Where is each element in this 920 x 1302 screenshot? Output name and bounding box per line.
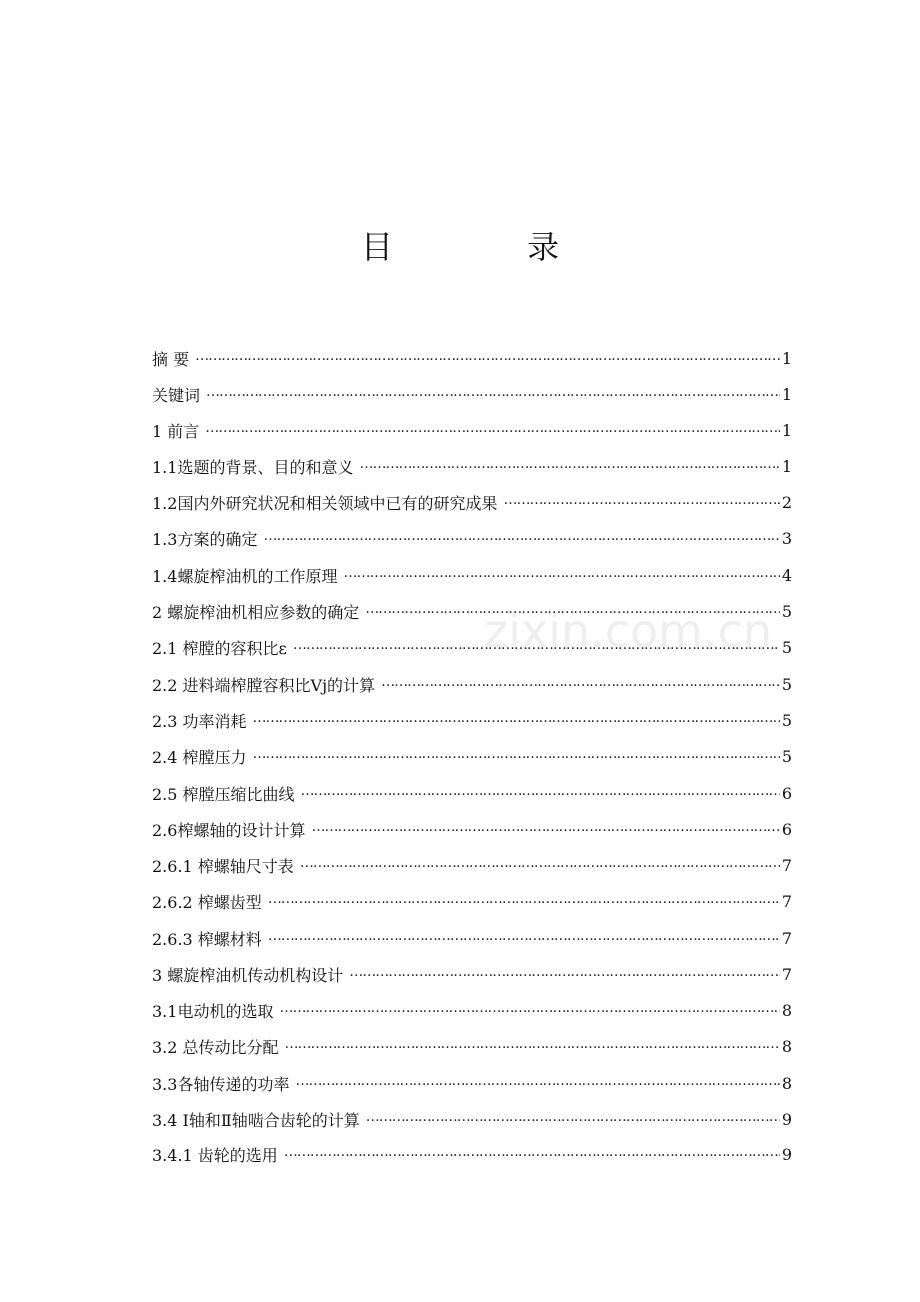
toc-leader-dots [268, 926, 780, 950]
toc-entry-page: 9 [781, 1109, 792, 1129]
toc-entry[interactable] [152, 526, 792, 550]
toc-entry-label: 3.3各轴传递的功率 [152, 1074, 290, 1094]
toc-entry-label: 1.2国内外研究状况和相关领域中已有的研究成果 [152, 493, 498, 513]
toc-leader-dots [366, 1107, 780, 1131]
page-title: 目 录 [360, 228, 622, 266]
toc-leader-dots [343, 563, 779, 587]
toc-entry[interactable] [152, 744, 792, 768]
toc-entry[interactable] [152, 962, 792, 986]
toc-leader-dots [311, 817, 779, 841]
toc-leader-dots [195, 346, 780, 370]
toc-entry-label: 3.4.1 齿轮的选用 [152, 1145, 278, 1165]
toc-entry[interactable] [152, 490, 792, 514]
toc-entry-page: 7 [781, 928, 792, 948]
toc-entry-label: 1.1选题的背景、目的和意义 [152, 457, 354, 477]
toc-entry-label: 关键词 [152, 385, 201, 405]
toc-leader-dots [365, 599, 780, 623]
toc-leader-dots [295, 1071, 779, 1095]
toc-entry-page: 9 [781, 1144, 792, 1164]
toc-entry-page: 7 [781, 891, 792, 911]
toc-leader-dots [206, 382, 780, 406]
toc-entry-label: 2.6.3 榨螺材料 [152, 929, 262, 949]
toc-leader-dots [285, 1034, 780, 1058]
toc-entry-label: 2.6榨螺轴的设计计算 [152, 820, 306, 840]
watermark-text: zixin.com.cn [484, 604, 773, 658]
toc-leader-dots [300, 853, 780, 877]
toc-entry-page: 8 [781, 1000, 792, 1020]
toc-entry[interactable] [152, 599, 792, 623]
toc-entry-label: 摘 要 [152, 349, 190, 369]
toc-entry[interactable] [152, 781, 792, 805]
toc-entry-page: 8 [781, 1036, 792, 1056]
toc-leader-dots [349, 962, 780, 986]
toc-entry-page: 7 [781, 964, 792, 984]
toc-entry-label: 3.4 Ⅰ轴和Ⅱ轴啮合齿轮的计算 [152, 1110, 360, 1130]
toc-entry-page: 6 [781, 783, 792, 803]
toc-entry-page: 5 [781, 746, 792, 766]
toc-entry[interactable] [152, 998, 792, 1022]
toc-leader-dots [253, 744, 780, 768]
toc-entry-label: 2.6.2 榨螺齿型 [152, 892, 262, 912]
toc-leader-dots [301, 781, 780, 805]
toc-entry-label: 1.3方案的确定 [152, 529, 258, 549]
toc-leader-dots [284, 1142, 780, 1166]
toc-entry[interactable] [152, 708, 792, 732]
toc-entry-page: 1 [781, 456, 792, 476]
toc-entry[interactable] [152, 926, 792, 950]
toc-leader-dots [205, 418, 780, 442]
toc-entry-page: 1 [781, 384, 792, 404]
toc-entry-label: 2.2 进料端榨膛容积比Vj的计算 [152, 675, 376, 695]
toc-leader-dots [293, 635, 780, 659]
toc-entry[interactable] [152, 853, 792, 877]
toc-leader-dots [279, 998, 779, 1022]
toc-entry[interactable] [152, 1034, 792, 1058]
toc-entry-label: 2.5 榨膛压缩比曲线 [152, 784, 295, 804]
toc-leader-dots [381, 672, 780, 696]
toc-entry-label: 2 螺旋榨油机相应参数的确定 [152, 602, 360, 622]
toc-entry[interactable] [152, 454, 792, 478]
toc-entry-label: 3.1电动机的选取 [152, 1001, 274, 1021]
toc-entry-label: 2.6.1 榨螺轴尺寸表 [152, 856, 294, 876]
toc-entry[interactable] [152, 672, 792, 696]
toc-entry[interactable] [152, 1142, 792, 1166]
toc-entry[interactable] [152, 635, 792, 659]
toc-entry-page: 5 [781, 601, 792, 621]
toc-entry-label: 2.3 功率消耗 [152, 711, 247, 731]
toc-entry-page: 1 [781, 348, 792, 368]
toc-entry-page: 5 [781, 637, 792, 657]
toc-entry[interactable] [152, 346, 792, 370]
toc-leader-dots [359, 454, 779, 478]
toc-entry-page: 8 [781, 1073, 792, 1093]
toc-entry[interactable] [152, 1107, 792, 1131]
toc-entry[interactable] [152, 1071, 792, 1095]
toc-leader-dots [253, 708, 780, 732]
toc-entry-page: 7 [781, 855, 792, 875]
toc-entry[interactable] [152, 563, 792, 587]
toc-entry-page: 6 [781, 819, 792, 839]
toc-entry-label: 3 螺旋榨油机传动机构设计 [152, 965, 344, 985]
toc-leader-dots [263, 526, 779, 550]
toc-entry[interactable] [152, 817, 792, 841]
toc-leader-dots [268, 889, 780, 913]
toc-entry-page: 5 [781, 674, 792, 694]
toc-entry-label: 1 前言 [152, 421, 200, 441]
toc-entry-page: 5 [781, 710, 792, 730]
toc-entry[interactable] [152, 382, 792, 406]
toc-entry[interactable] [152, 889, 792, 913]
toc-entry-page: 1 [781, 420, 792, 440]
toc-entry-page: 2 [781, 492, 792, 512]
toc-entry[interactable] [152, 418, 792, 442]
toc-entry-label: 1.4螺旋榨油机的工作原理 [152, 566, 338, 586]
toc-entry-label: 2.4 榨膛压力 [152, 747, 247, 767]
toc-entry-label: 2.1 榨膛的容积比ε [152, 638, 287, 658]
toc-leader-dots [503, 490, 779, 514]
toc-entry-label: 3.2 总传动比分配 [152, 1037, 279, 1057]
toc-entry-page: 3 [781, 528, 792, 548]
toc-entry-page: 4 [781, 565, 792, 585]
